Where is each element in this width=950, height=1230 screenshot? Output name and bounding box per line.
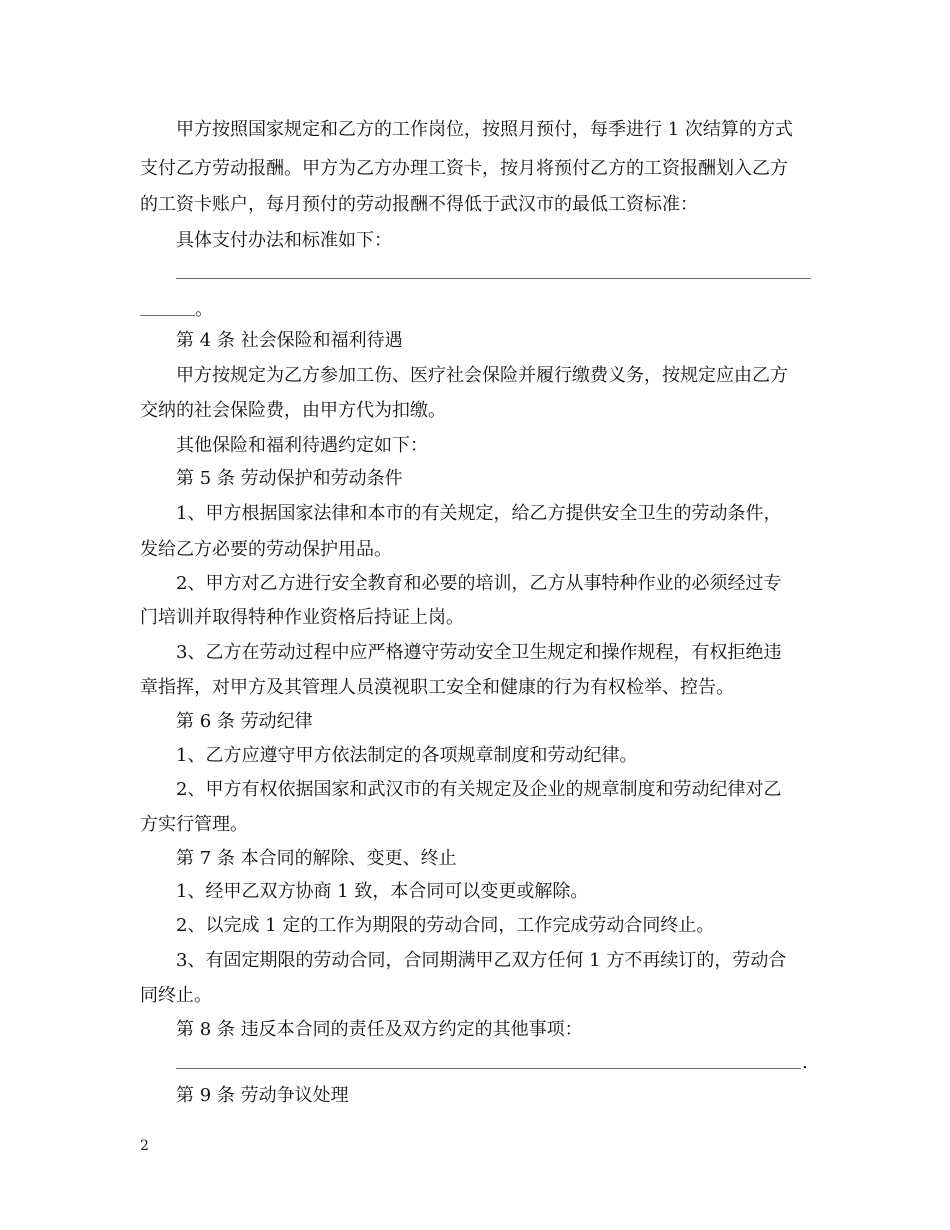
- paragraph-line: 具体支付办法和标准如下：: [176, 230, 392, 251]
- paragraph-line: 其他保险和福利待遇约定如下：: [176, 435, 428, 456]
- paragraph-line: 的工资卡账户，每月预付的劳动报酬不得低于武汉市的最低工资标准：: [140, 194, 698, 215]
- article-title: 第 6 条 劳动纪律: [176, 711, 313, 732]
- paragraph-line: 门培训并取得特种作业资格后持证上岗。: [140, 607, 464, 628]
- paragraph-line: 发给乙方必要的劳动保护用品。: [140, 539, 392, 560]
- fill-in-blank-line: [176, 1068, 801, 1069]
- article-title: 第 5 条 劳动保护和劳动条件: [176, 468, 403, 489]
- paragraph-line: 1、甲方根据国家法律和本市的有关规定，给乙方提供安全卫生的劳动条件，: [176, 503, 782, 524]
- paragraph-line: 2、甲方对乙方进行安全教育和必要的培训，乙方从事特种作业的必须经过专: [176, 573, 782, 594]
- paragraph-line: 1、乙方应遵守甲方依法制定的各项规章制度和劳动纪律。: [176, 745, 638, 766]
- paragraph-line: 章指挥，对甲方及其管理人员漠视职工安全和健康的行为有权检举、控告。: [140, 677, 734, 698]
- paragraph-line: 方实行管理。: [140, 814, 248, 835]
- paragraph-line: 2、以完成 1 定的工作为期限的劳动合同，工作完成劳动合同终止。: [176, 915, 715, 936]
- fill-in-blank-line: [176, 278, 811, 279]
- page-number: 2: [140, 1138, 149, 1154]
- article-title: 第 9 条 劳动争议处理: [176, 1085, 349, 1106]
- paragraph-line: 支付乙方劳动报酬。甲方为乙方办理工资卡，按月将预付乙方的工资报酬划入乙方: [140, 158, 788, 179]
- paragraph-line: 交纳的社会保险费，由甲方代为扣缴。: [140, 400, 446, 421]
- paragraph-line: 3、乙方在劳动过程中应严格遵守劳动安全卫生规定和操作规程，有权拒绝违: [176, 642, 782, 663]
- paragraph-line: 3、有固定期限的劳动合同，合同期满甲乙双方任何 1 方不再续订的，劳动合: [176, 950, 787, 971]
- fill-in-blank-line: [140, 315, 195, 316]
- paragraph-line: 同终止。: [140, 985, 212, 1006]
- article-title: 第 8 条 违反本合同的责任及双方约定的其他事项：: [176, 1019, 583, 1040]
- paragraph-line: 甲方按规定为乙方参加工伤、医疗社会保险并履行缴费义务，按规定应由乙方: [176, 365, 788, 386]
- paragraph-line: 2、甲方有权依据国家和武汉市的有关规定及企业的规章制度和劳动纪律对乙: [176, 779, 782, 800]
- article-title: 第 4 条 社会保险和福利待遇: [176, 330, 403, 351]
- paragraph-line: 1、经甲乙双方协商 1 致，本合同可以变更或解除。: [176, 881, 589, 902]
- punctuation: .: [802, 1052, 808, 1073]
- paragraph-line: 甲方按照国家规定和乙方的工作岗位，按照月预付，每季进行 1 次结算的方式: [176, 119, 793, 140]
- article-title: 第 7 条 本合同的解除、变更、终止: [176, 848, 457, 869]
- punctuation: 。: [195, 299, 213, 320]
